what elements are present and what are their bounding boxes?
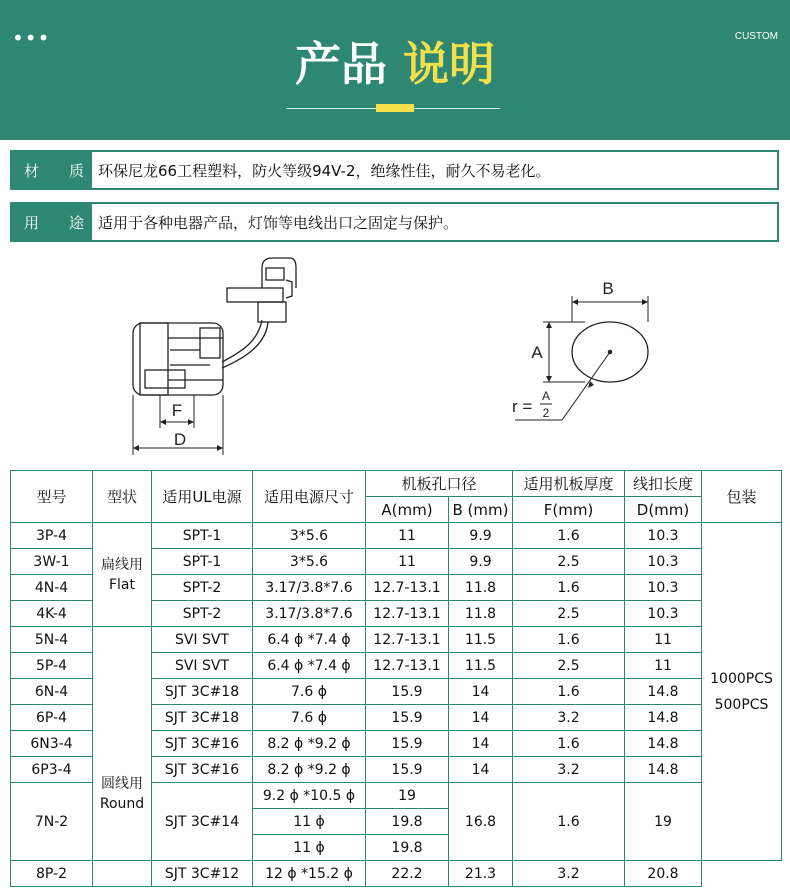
cell-b: 11.5 — [449, 653, 513, 679]
cell-d: 10.3 — [625, 523, 702, 549]
cell-size: 3*5.6 — [253, 523, 366, 549]
page-title — [0, 36, 790, 92]
cell-size: 12 ϕ *15.2 ϕ — [253, 861, 366, 887]
cell-model: 4K-4 — [11, 601, 93, 627]
cell-b: 14 — [449, 705, 513, 731]
material-text: 环保尼龙66工程塑料，防火等级94V-2，绝缘性佳，耐久不易老化。 — [98, 161, 551, 180]
label-a: A — [531, 343, 543, 362]
cell-size: 8.2 ϕ *9.2 ϕ — [253, 731, 366, 757]
th-d: D(mm) — [625, 497, 702, 523]
cell-ul: SJT 3C#18 — [152, 705, 253, 731]
cell-f: 3.2 — [513, 757, 625, 783]
cell-f: 3.2 — [513, 861, 625, 887]
usage-label — [12, 204, 92, 240]
cell-f: 2.5 — [513, 653, 625, 679]
cell-ul: SJT 3C#16 — [152, 731, 253, 757]
th-a: A(mm) — [366, 497, 449, 523]
cell-f: 1.6 — [513, 523, 625, 549]
cell-b: 11.8 — [449, 575, 513, 601]
shape-round-en: Round — [99, 795, 145, 812]
cell-a: 19.8 — [366, 835, 449, 861]
cell-d: 10.3 — [625, 601, 702, 627]
cell-ul: SPT-2 — [152, 575, 253, 601]
table-row — [11, 861, 782, 887]
cell-a: 12.7-13.1 — [366, 627, 449, 653]
usage-text: 适用于各种电器产品，灯饰等电线出口之固定与保护。 — [98, 213, 459, 232]
cell-b: 16.8 — [449, 783, 513, 861]
technical-diagram — [0, 250, 790, 465]
cell-d: 14.8 — [625, 731, 702, 757]
cell-ul: SJT 3C#18 — [152, 679, 253, 705]
cell-d: 10.3 — [625, 575, 702, 601]
title-underline-left — [286, 108, 376, 109]
strain-relief-drawing — [133, 258, 296, 455]
label-f: F — [171, 401, 183, 420]
label-r: r = — [512, 397, 533, 416]
cell-shape-round — [93, 627, 152, 861]
th-ul: 适用UL电源 — [152, 471, 253, 523]
cell-b: 21.3 — [449, 861, 513, 887]
cell-size: 11 ϕ — [253, 809, 366, 835]
th-shape: 型状 — [93, 471, 152, 523]
spec-table — [10, 470, 782, 887]
cell-b: 14 — [449, 757, 513, 783]
pack-1000: 1000PCS — [710, 670, 773, 687]
cell-size: 6.4 ϕ *7.4 ϕ — [253, 627, 366, 653]
shape-flat-en: Flat — [108, 576, 135, 593]
cell-a: 19.8 — [366, 809, 449, 835]
cell-a: 15.9 — [366, 757, 449, 783]
cell-model: 6N3-4 — [11, 731, 93, 757]
cell-a: 11 — [366, 549, 449, 575]
custom-label: CUSTOM — [734, 31, 778, 42]
cell-ul: SJT 3C#12 — [152, 861, 253, 887]
cell-f: 1.6 — [513, 731, 625, 757]
cell-model: 6N-4 — [11, 679, 93, 705]
label-b: B — [602, 279, 614, 298]
cell-pack — [702, 523, 782, 861]
cell-d: 14.8 — [625, 679, 702, 705]
th-thickness: 适用机板厚度 — [513, 471, 625, 497]
table-header-row — [11, 471, 782, 497]
material-row — [10, 150, 779, 190]
cell-d: 10.3 — [625, 549, 702, 575]
header-banner — [0, 0, 790, 140]
usage-row — [10, 202, 779, 242]
usage-label-a: 用 — [24, 213, 40, 232]
title-yellow: 说明 — [403, 37, 495, 91]
cell-model: 8P-2 — [11, 861, 93, 887]
cell-d: 20.8 — [625, 861, 702, 887]
cell-model: 3W-1 — [11, 549, 93, 575]
cell-size: 11 ϕ — [253, 835, 366, 861]
cell-a: 19 — [366, 783, 449, 809]
cell-a: 12.7-13.1 — [366, 575, 449, 601]
cell-ul: SVI SVT — [152, 653, 253, 679]
cell-model: 5P-4 — [11, 653, 93, 679]
th-pack: 包装 — [702, 471, 782, 523]
th-hole: 机板孔口径 — [366, 471, 513, 497]
cell-a: 15.9 — [366, 679, 449, 705]
cell-d: 19 — [625, 783, 702, 861]
cell-model: 7N-2 — [11, 783, 93, 861]
cell-f: 3.2 — [513, 705, 625, 731]
title-white: 产品 — [294, 37, 387, 91]
cell-ul: SJT 3C#16 — [152, 757, 253, 783]
title-underline-accent — [376, 104, 414, 112]
dots-icon: ••• — [12, 26, 51, 50]
th-b: B (mm) — [449, 497, 513, 523]
cell-size: 7.6 ϕ — [253, 705, 366, 731]
th-length: 线扣长度 — [625, 471, 702, 497]
cell-b: 9.9 — [449, 523, 513, 549]
cell-b: 11.8 — [449, 601, 513, 627]
cell-model: 4N-4 — [11, 575, 93, 601]
cell-size: 7.6 ϕ — [253, 679, 366, 705]
cell-model: 6P-4 — [11, 705, 93, 731]
cell-model: 6P3-4 — [11, 757, 93, 783]
cell-model: 5N-4 — [11, 627, 93, 653]
cell-a: 15.9 — [366, 731, 449, 757]
cell-model: 3P-4 — [11, 523, 93, 549]
cell-a: 12.7-13.1 — [366, 601, 449, 627]
th-f: F(mm) — [513, 497, 625, 523]
cell-ul: SVI SVT — [152, 627, 253, 653]
usage-label-b: 途 — [68, 213, 84, 232]
title-underline-right — [414, 108, 500, 109]
material-label — [12, 152, 92, 188]
cell-b: 14 — [449, 679, 513, 705]
cell-ul: SPT-1 — [152, 549, 253, 575]
cell-ul: SJT 3C#14 — [152, 783, 253, 861]
table-row — [11, 627, 782, 653]
cell-f: 1.6 — [513, 627, 625, 653]
material-label-b: 质 — [68, 161, 84, 180]
cell-a: 12.7-13.1 — [366, 653, 449, 679]
cell-d: 14.8 — [625, 757, 702, 783]
th-size: 适用电源尺寸 — [253, 471, 366, 523]
cell-d: 11 — [625, 627, 702, 653]
cell-ul: SPT-2 — [152, 601, 253, 627]
cell-size: 8.2 ϕ *9.2 ϕ — [253, 757, 366, 783]
label-r-den: 2 — [542, 406, 550, 420]
material-label-a: 材 — [24, 161, 40, 180]
cell-shape-empty — [93, 861, 152, 887]
cell-f: 1.6 — [513, 679, 625, 705]
shape-round-cn: 圆线用 — [101, 775, 143, 792]
cell-ul: SPT-1 — [152, 523, 253, 549]
cell-b: 11.5 — [449, 627, 513, 653]
cell-f: 2.5 — [513, 601, 625, 627]
label-r-num: A — [541, 389, 551, 403]
cell-b: 9.9 — [449, 549, 513, 575]
cell-a: 22.2 — [366, 861, 449, 887]
cell-f: 1.6 — [513, 783, 625, 861]
cell-f: 2.5 — [513, 549, 625, 575]
table-row — [11, 523, 782, 549]
cell-b: 14 — [449, 731, 513, 757]
cell-shape-flat — [93, 523, 152, 627]
cell-d: 14.8 — [625, 705, 702, 731]
th-model: 型号 — [11, 471, 93, 523]
shape-flat-cn: 扁线用 — [101, 556, 143, 573]
pack-500: 500PCS — [714, 696, 769, 713]
cell-f: 1.6 — [513, 575, 625, 601]
cell-size: 6.4 ϕ *7.4 ϕ — [253, 653, 366, 679]
cell-a: 15.9 — [366, 705, 449, 731]
cell-size: 3*5.6 — [253, 549, 366, 575]
label-d: D — [173, 430, 187, 449]
cell-a: 11 — [366, 523, 449, 549]
cell-d: 11 — [625, 653, 702, 679]
cell-size: 3.17/3.8*7.6 — [253, 601, 366, 627]
cell-size: 9.2 ϕ *10.5 ϕ — [253, 783, 366, 809]
cell-size: 3.17/3.8*7.6 — [253, 575, 366, 601]
